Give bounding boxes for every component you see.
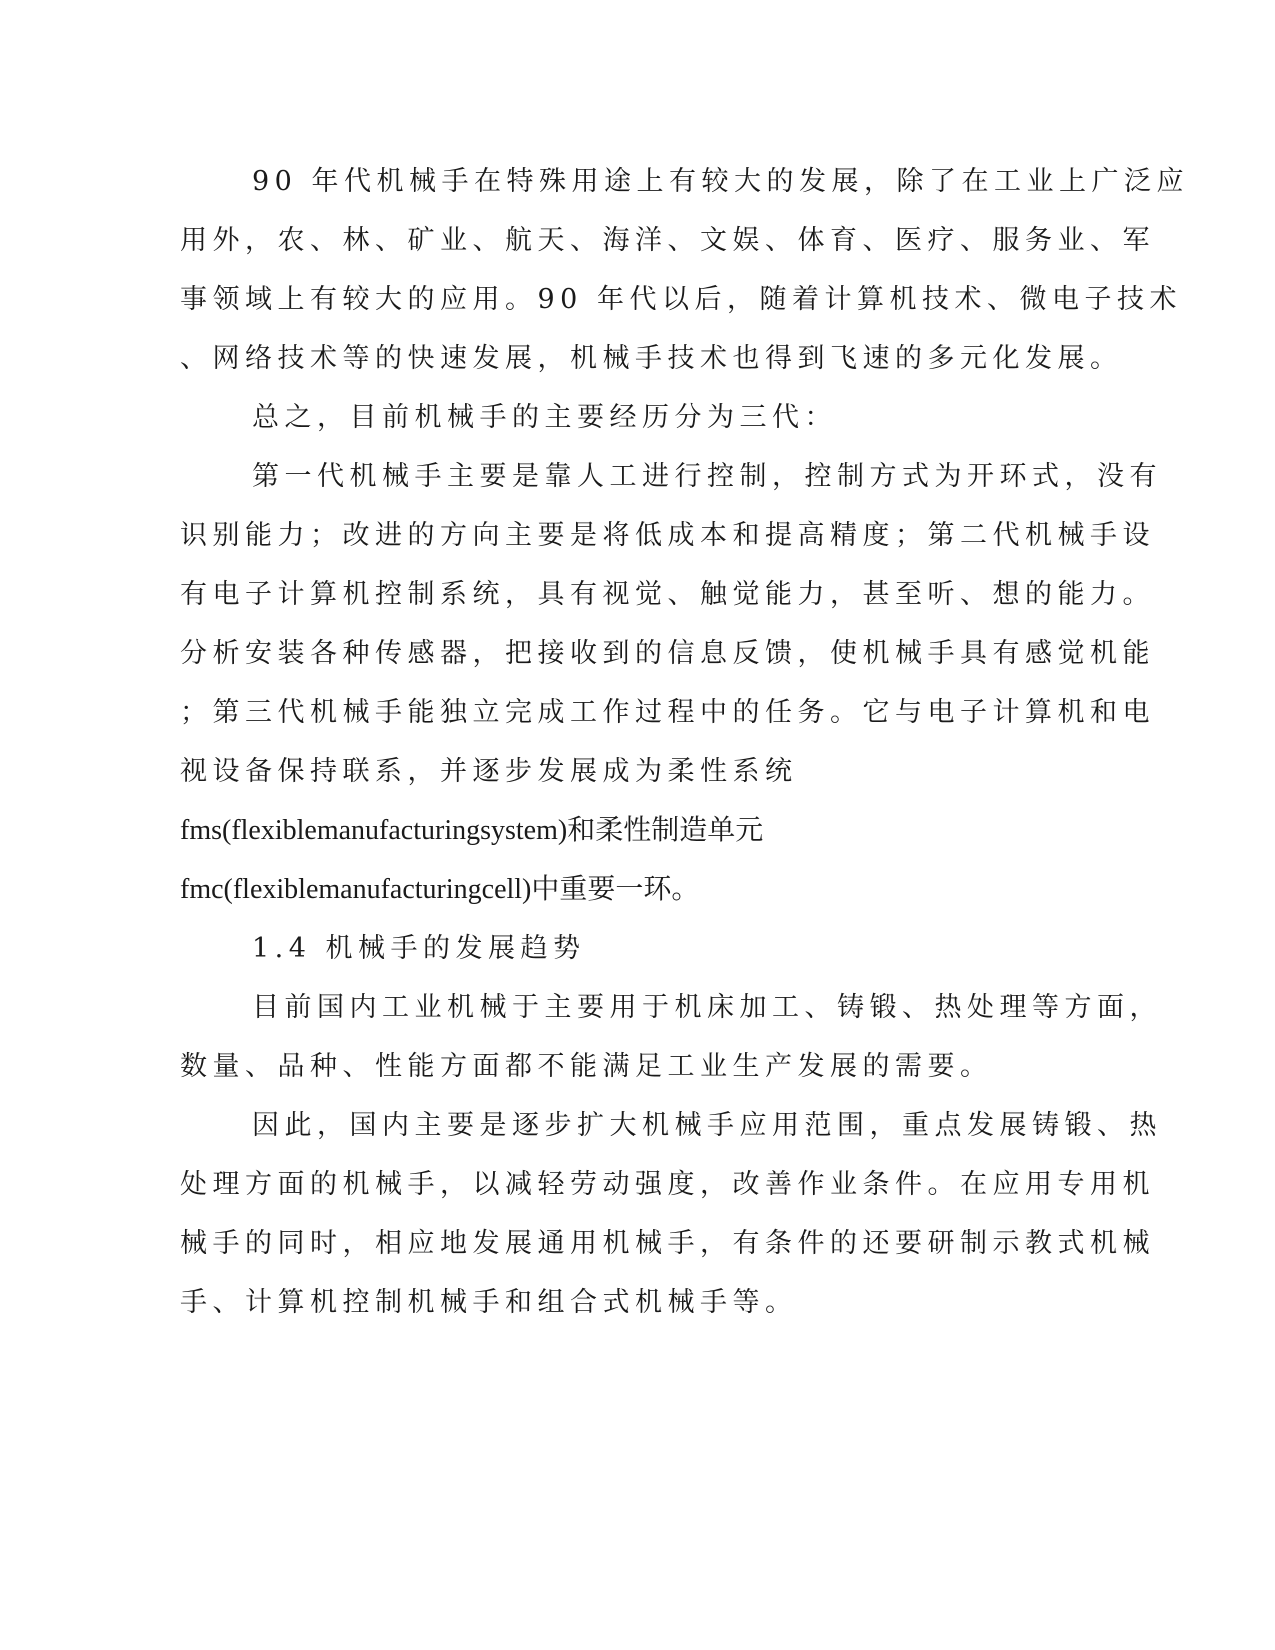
paragraph-6-line-3: 械手的同时，相应地发展通用机械手，有条件的还要研制示教式机械: [180, 1228, 1155, 1259]
paragraph-3-line-1: 第一代机械手主要是靠人工进行控制，控制方式为开环式，没有: [252, 461, 1162, 492]
paragraph-6-line-2: 处理方面的机械手，以减轻劳动强度，改善作业条件。在应用专用机: [180, 1169, 1155, 1200]
paragraph-3-line-6: 视设备保持联系，并逐步发展成为柔性系统: [180, 756, 798, 787]
paragraph-2-line-1: 总之，目前机械手的主要经历分为三代：: [252, 402, 837, 433]
paragraph-3-line-3: 有电子计算机控制系统，具有视觉、触觉能力，甚至听、想的能力。: [180, 579, 1155, 610]
section-heading: 1.4 机械手的发展趋势: [252, 933, 586, 964]
paragraph-3-line-4: 分析安装各种传感器，把接收到的信息反馈，使机械手具有感觉机能: [180, 638, 1155, 669]
paragraph-1-line-4: 、网络技术等的快速发展，机械手技术也得到飞速的多元化发展。: [180, 343, 1123, 374]
paragraph-1-line-1: 90 年代机械手在特殊用途上有较大的发展，除了在工业上广泛应: [252, 166, 1189, 197]
paragraph-3-line-2: 识别能力；改进的方向主要是将低成本和提高精度；第二代机械手设: [180, 520, 1155, 551]
paragraph-5-line-1: 目前国内工业机械于主要用于机床加工、铸锻、热处理等方面，: [252, 992, 1162, 1023]
paragraph-3-line-5: ；第三代机械手能独立完成工作过程中的任务。它与电子计算机和电: [180, 697, 1155, 728]
paragraph-6-line-1: 因此，国内主要是逐步扩大机械手应用范围，重点发展铸锻、热: [252, 1110, 1162, 1141]
paragraph-6-line-4: 手、计算机控制机械手和组合式机械手等。: [180, 1287, 798, 1318]
paragraph-3-line-7: fms(flexiblemanufacturingsystem)和柔性制造单元: [180, 815, 764, 846]
paragraph-5-line-2: 数量、品种、性能方面都不能满足工业生产发展的需要。: [180, 1051, 993, 1082]
paragraph-1-line-2: 用外，农、林、矿业、航天、海洋、文娱、体育、医疗、服务业、军: [180, 225, 1155, 256]
paragraph-1-line-3: 事领域上有较大的应用。90 年代以后，随着计算机技术、微电子技术: [180, 284, 1182, 315]
paragraph-3-line-8: fmc(flexiblemanufacturingcell)中重要一环。: [180, 874, 700, 905]
